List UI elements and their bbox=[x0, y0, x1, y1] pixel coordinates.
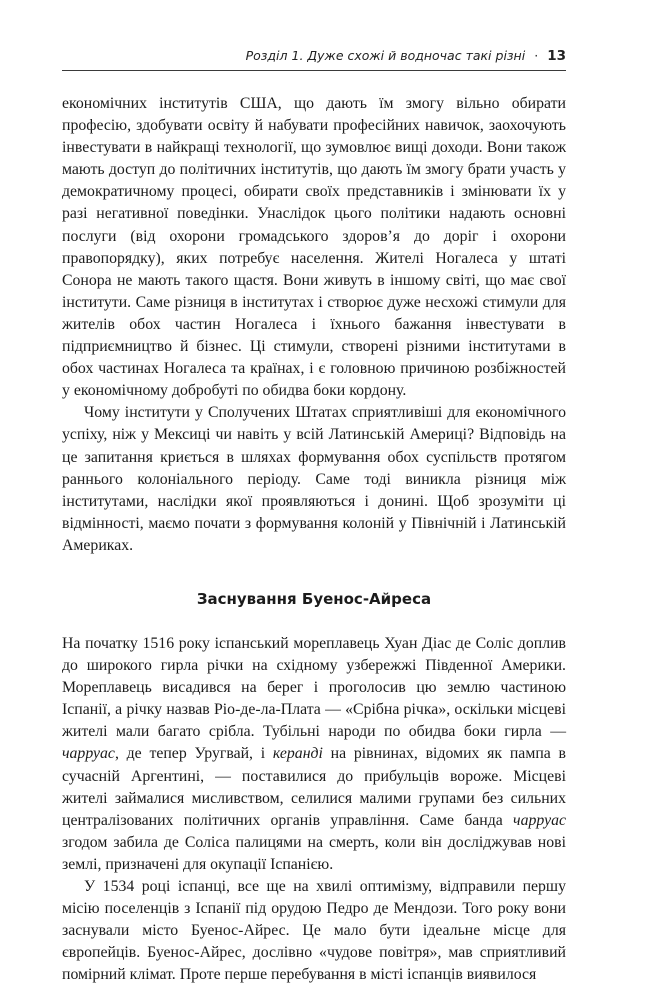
page-number: 13 bbox=[547, 48, 566, 64]
text-run: на рівнинах, відомих як пампа в сучасній Аргентині, — поставилися до прибульців вороже. Місцеві жителі займалися мисливством, селилися малими групами без сильних централізованих політичних органів управління. Саме банда bbox=[62, 745, 566, 829]
paragraph-continued: економічних інститутів США, що дають їм змогу вільно обирати професію, здобувати освіту й набувати професійних навичок, заохочують інвестувати в найкращі технології, що зумовлює вищі доходи. Вони також мають доступ до політичних інститутів, що дають їм змогу брати участь у демократичному процесі, обирати своїх представників і змінювати їх у разі негативної поведінки. Унаслідок цього політики надають основні послуги (від охорони громадського здоров’я до доріг і охорони правопорядку), яких потребує населення. Жителі Ногалеса у штаті Сонора не мають такого щастя. Вони живуть в іншому світі, що має свої інститути. Саме різниця в інститутах і створює дуже несхожі стимули для жителів обох частин Ногалеса і їхнього бажання інвестувати в підприємництво й бізнес. Ці стимули, створені різними інститутами в обох частинах Ногалеса та країнах, і є головною причиною розбіжностей у економічному добробуті по обидва боки кордону. bbox=[62, 95, 566, 400]
paragraph: Чому інститути у Сполучених Штатах сприятливіші для економічного успіху, ніж у Мексиці чи навіть у всій Латинській Америці? Відповідь на це запитання криється в шляхах формування обох суспільств протягом раннього колоніального періоду. Саме тоді виникла різниця між інститутами, наслідки якої проявляються і донині. Щоб зрозуміти ці відмінності, маємо почати з формування колоній у Північній і Латинській Америках. bbox=[62, 404, 566, 554]
paragraph-section-start bbox=[62, 633, 566, 876]
chapter-title: Розділ 1. Дуже схожі й водночас такі різні bbox=[245, 48, 526, 63]
text-run: На початку 1516 року іспанський мореплавець Хуан Діас де Соліс доплив до широкого гирла річки на східному узбережжі Південної Америки. Мореплавець висадився на берег і проголосив цю землю частиною Іспанії, а річку назвав Ріо-де-ла-Плата — «Срібна річка», оскільки місцеві жителі мали багато срібла. Тубільні народи по обидва боки гирла — bbox=[62, 634, 566, 741]
section-heading: Заснування Буенос-Айреса bbox=[196, 589, 432, 608]
header-separator: · bbox=[534, 48, 539, 63]
italic-term: чарруас bbox=[513, 811, 566, 829]
body-text bbox=[62, 93, 566, 986]
text-run: , де тепер Уругвай, і bbox=[114, 745, 273, 763]
header-rule bbox=[62, 70, 566, 71]
italic-term: керанді bbox=[272, 745, 323, 763]
text-run: згодом забила де Соліса палицями на смерть, коли він досліджував нові землі, призначені для окупації Іспанією. bbox=[62, 833, 566, 873]
paragraph: У 1534 році іспанці, все ще на хвилі оптимізму, відправили першу місію поселенців з Іспанії під орудою Педро де Мендози. Того року вони заснували місто Буенос-Айрес. Це мало бути ідеальне місце для європейців. Буенос-Айрес, дослівно «чудове повітря», мав сприятливий помірний клімат. Проте перше перебування в місті іспанців виявилося bbox=[62, 878, 566, 984]
italic-term: чарруас bbox=[62, 745, 115, 763]
running-header bbox=[62, 48, 566, 64]
